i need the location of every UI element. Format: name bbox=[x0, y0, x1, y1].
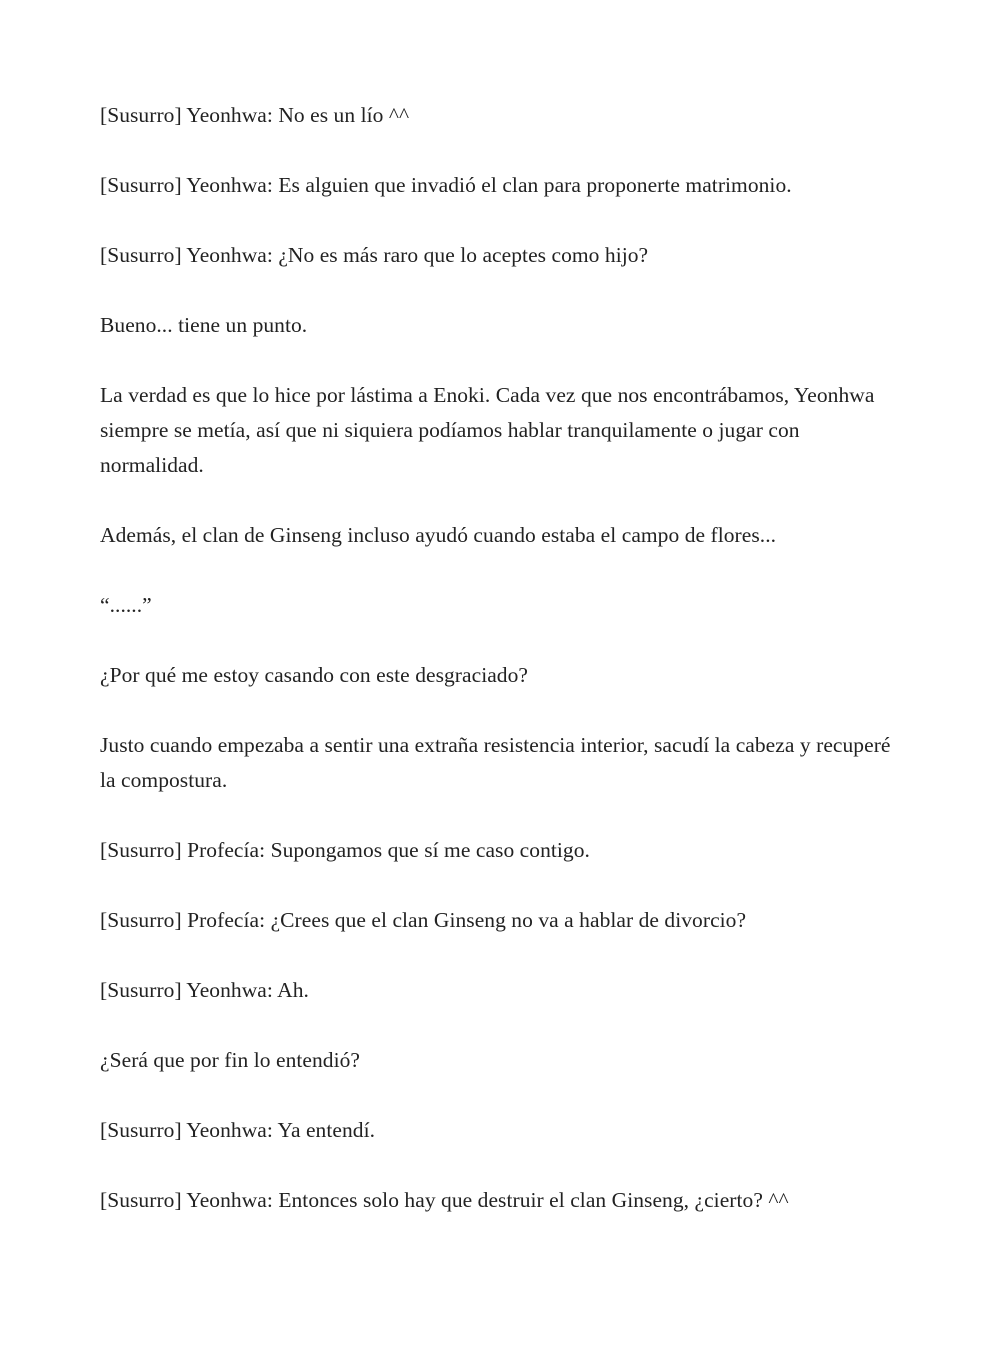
paragraph-whisper-profecia-2: [Susurro] Profecía: ¿Crees que el clan Ginseng no va a hablar de divorcio? bbox=[100, 908, 747, 932]
paragraph-narration-4: ¿Por qué me estoy casando con este desgraciado? bbox=[100, 663, 529, 687]
paragraph-narration-2: La verdad es que lo hice por lástima a Enoki. Cada vez que nos encontrábamos, Yeonhwa siempre se metía, así que ni siquiera podíamos hablar tranquilamente o jugar con normalidad. bbox=[100, 383, 875, 477]
paragraph-narration-5: Justo cuando empezaba a sentir una extraña resistencia interior, sacudí la cabeza y recuperé la compostura. bbox=[100, 733, 891, 792]
paragraph-whisper-yeonhwa-5: [Susurro] Yeonhwa: Ya entendí. bbox=[100, 1118, 376, 1142]
paragraph-whisper-yeonhwa-4: [Susurro] Yeonhwa: Ah. bbox=[100, 978, 309, 1002]
paragraph-ellipsis-dialogue: “......” bbox=[100, 593, 152, 617]
paragraph-narration-6: ¿Será que por fin lo entendió? bbox=[100, 1048, 361, 1072]
paragraph-whisper-yeonhwa-6: [Susurro] Yeonhwa: Entonces solo hay que destruir el clan Ginseng, ¿cierto? ^^ bbox=[100, 1188, 789, 1212]
paragraph-whisper-yeonhwa-3: [Susurro] Yeonhwa: ¿No es más raro que lo aceptes como hijo? bbox=[100, 243, 649, 267]
paragraph-narration-1: Bueno... tiene un punto. bbox=[100, 313, 308, 337]
paragraph-whisper-profecia-1: [Susurro] Profecía: Supongamos que sí me caso contigo. bbox=[100, 838, 590, 862]
document-body bbox=[100, 98, 905, 1253]
paragraph-narration-3: Además, el clan de Ginseng incluso ayudó cuando estaba el campo de flores... bbox=[100, 523, 777, 547]
paragraph-whisper-yeonhwa-2: [Susurro] Yeonhwa: Es alguien que invadió el clan para proponerte matrimonio. bbox=[100, 173, 792, 197]
paragraph-whisper-yeonhwa-1: [Susurro] Yeonhwa: No es un lío ^^ bbox=[100, 103, 410, 127]
